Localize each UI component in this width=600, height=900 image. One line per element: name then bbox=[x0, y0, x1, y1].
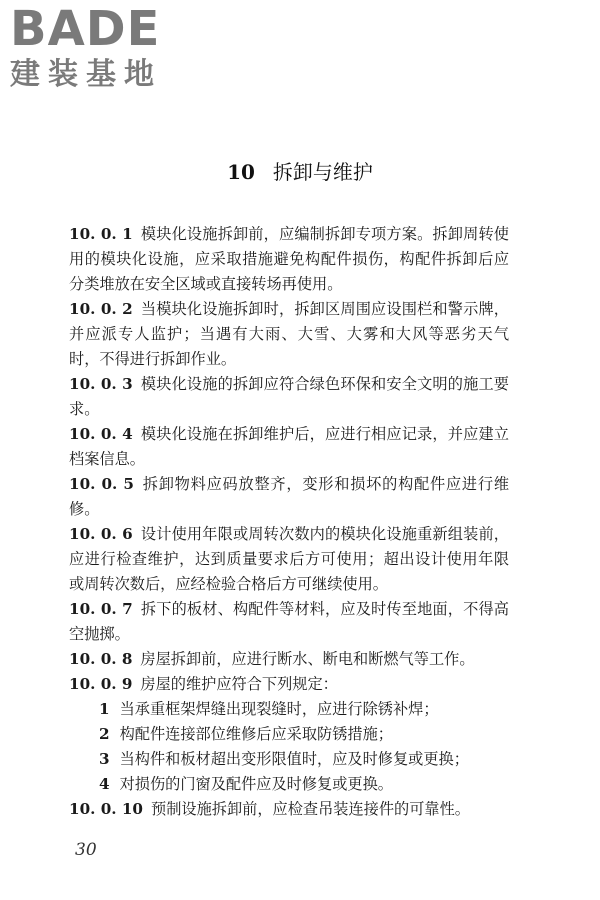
clause-number: 10. 0. 5 bbox=[69, 475, 134, 493]
clause-text: 拆下的板材、构配件等材料，应及时传至地面，不得高空抛掷。 bbox=[69, 600, 509, 643]
clause-number: 10. 0. 1 bbox=[69, 225, 133, 243]
chapter-number: 10 bbox=[227, 160, 255, 184]
clause-10-0-7 bbox=[69, 597, 509, 647]
list-item bbox=[69, 722, 509, 747]
item-number: 1 bbox=[99, 700, 110, 718]
logo-chinese-text: 建装基地 bbox=[10, 57, 162, 92]
clause-10-0-5 bbox=[69, 472, 509, 522]
clause-number: 10. 0. 7 bbox=[69, 600, 133, 618]
list-item bbox=[69, 747, 509, 772]
clause-text: 当模块化设施拆卸时，拆卸区周围应设围栏和警示牌，并应派专人监护；当遇有大雨、大雪、大雾和大风等恶劣天气时，不得进行拆卸作业。 bbox=[69, 300, 509, 368]
clause-number: 10. 0. 9 bbox=[69, 675, 133, 693]
item-text: 构配件连接部位维修后应采取防锈措施； bbox=[119, 725, 393, 743]
clause-10-0-2 bbox=[69, 297, 509, 372]
clause-10-0-6 bbox=[69, 522, 509, 597]
clause-number: 10. 0. 3 bbox=[69, 375, 133, 393]
chapter-name: 拆卸与维护 bbox=[272, 160, 373, 184]
logo-latin-text: BADE bbox=[10, 1, 161, 57]
clause-number: 10. 0. 2 bbox=[69, 300, 133, 318]
clause-text: 模块化设施在拆卸维护后，应进行相应记录，并应建立档案信息。 bbox=[69, 425, 509, 468]
clause-number: 10. 0. 4 bbox=[69, 425, 133, 443]
clause-10-0-3 bbox=[69, 372, 509, 422]
clause-text: 设计使用年限或周转次数内的模块化设施重新组装前，应进行检查维护，达到质量要求后方可使用；超出设计使用年限或周转次数后，应经检验合格后方可继续使用。 bbox=[69, 525, 509, 593]
clause-number: 10. 0. 6 bbox=[69, 525, 133, 543]
clause-number: 10. 0. 8 bbox=[69, 650, 133, 668]
clause-number: 10. 0. 10 bbox=[69, 800, 143, 818]
item-number: 2 bbox=[99, 725, 110, 743]
chapter-title bbox=[0, 158, 600, 186]
document-body bbox=[69, 222, 509, 822]
item-text: 当构件和板材超出变形限值时，应及时修复或更换； bbox=[119, 750, 469, 768]
clause-10-0-10 bbox=[69, 797, 509, 822]
logo bbox=[10, 1, 162, 92]
clause-10-0-8 bbox=[69, 647, 509, 672]
clause-text: 房屋的维护应符合下列规定： bbox=[140, 675, 338, 693]
clause-text: 拆卸物料应码放整齐，变形和损坏的构配件应进行维修。 bbox=[69, 475, 510, 518]
item-number: 3 bbox=[99, 750, 110, 768]
clause-text: 模块化设施的拆卸应符合绿色环保和安全文明的施工要求。 bbox=[69, 375, 509, 418]
clause-10-0-9 bbox=[69, 672, 509, 697]
clause-10-0-4 bbox=[69, 422, 509, 472]
item-text: 当承重框架焊缝出现裂缝时，应进行除锈补焊； bbox=[119, 700, 439, 718]
item-text: 对损伤的门窗及配件应及时修复或更换。 bbox=[119, 775, 393, 793]
list-item bbox=[69, 697, 509, 722]
clause-text: 模块化设施拆卸前，应编制拆卸专项方案。拆卸周转使用的模块化设施，应采取措施避免构配件损伤，构配件拆卸后应分类堆放在安全区域或直接转场再使用。 bbox=[69, 225, 509, 293]
list-item bbox=[69, 772, 509, 797]
clause-text: 房屋拆卸前，应进行断水、断电和断燃气等工作。 bbox=[140, 650, 475, 668]
item-number: 4 bbox=[99, 775, 110, 793]
clause-10-0-1 bbox=[69, 222, 509, 297]
clause-text: 预制设施拆卸前，应检查吊装连接件的可靠性。 bbox=[151, 800, 470, 818]
page-number: 30 bbox=[75, 840, 97, 860]
